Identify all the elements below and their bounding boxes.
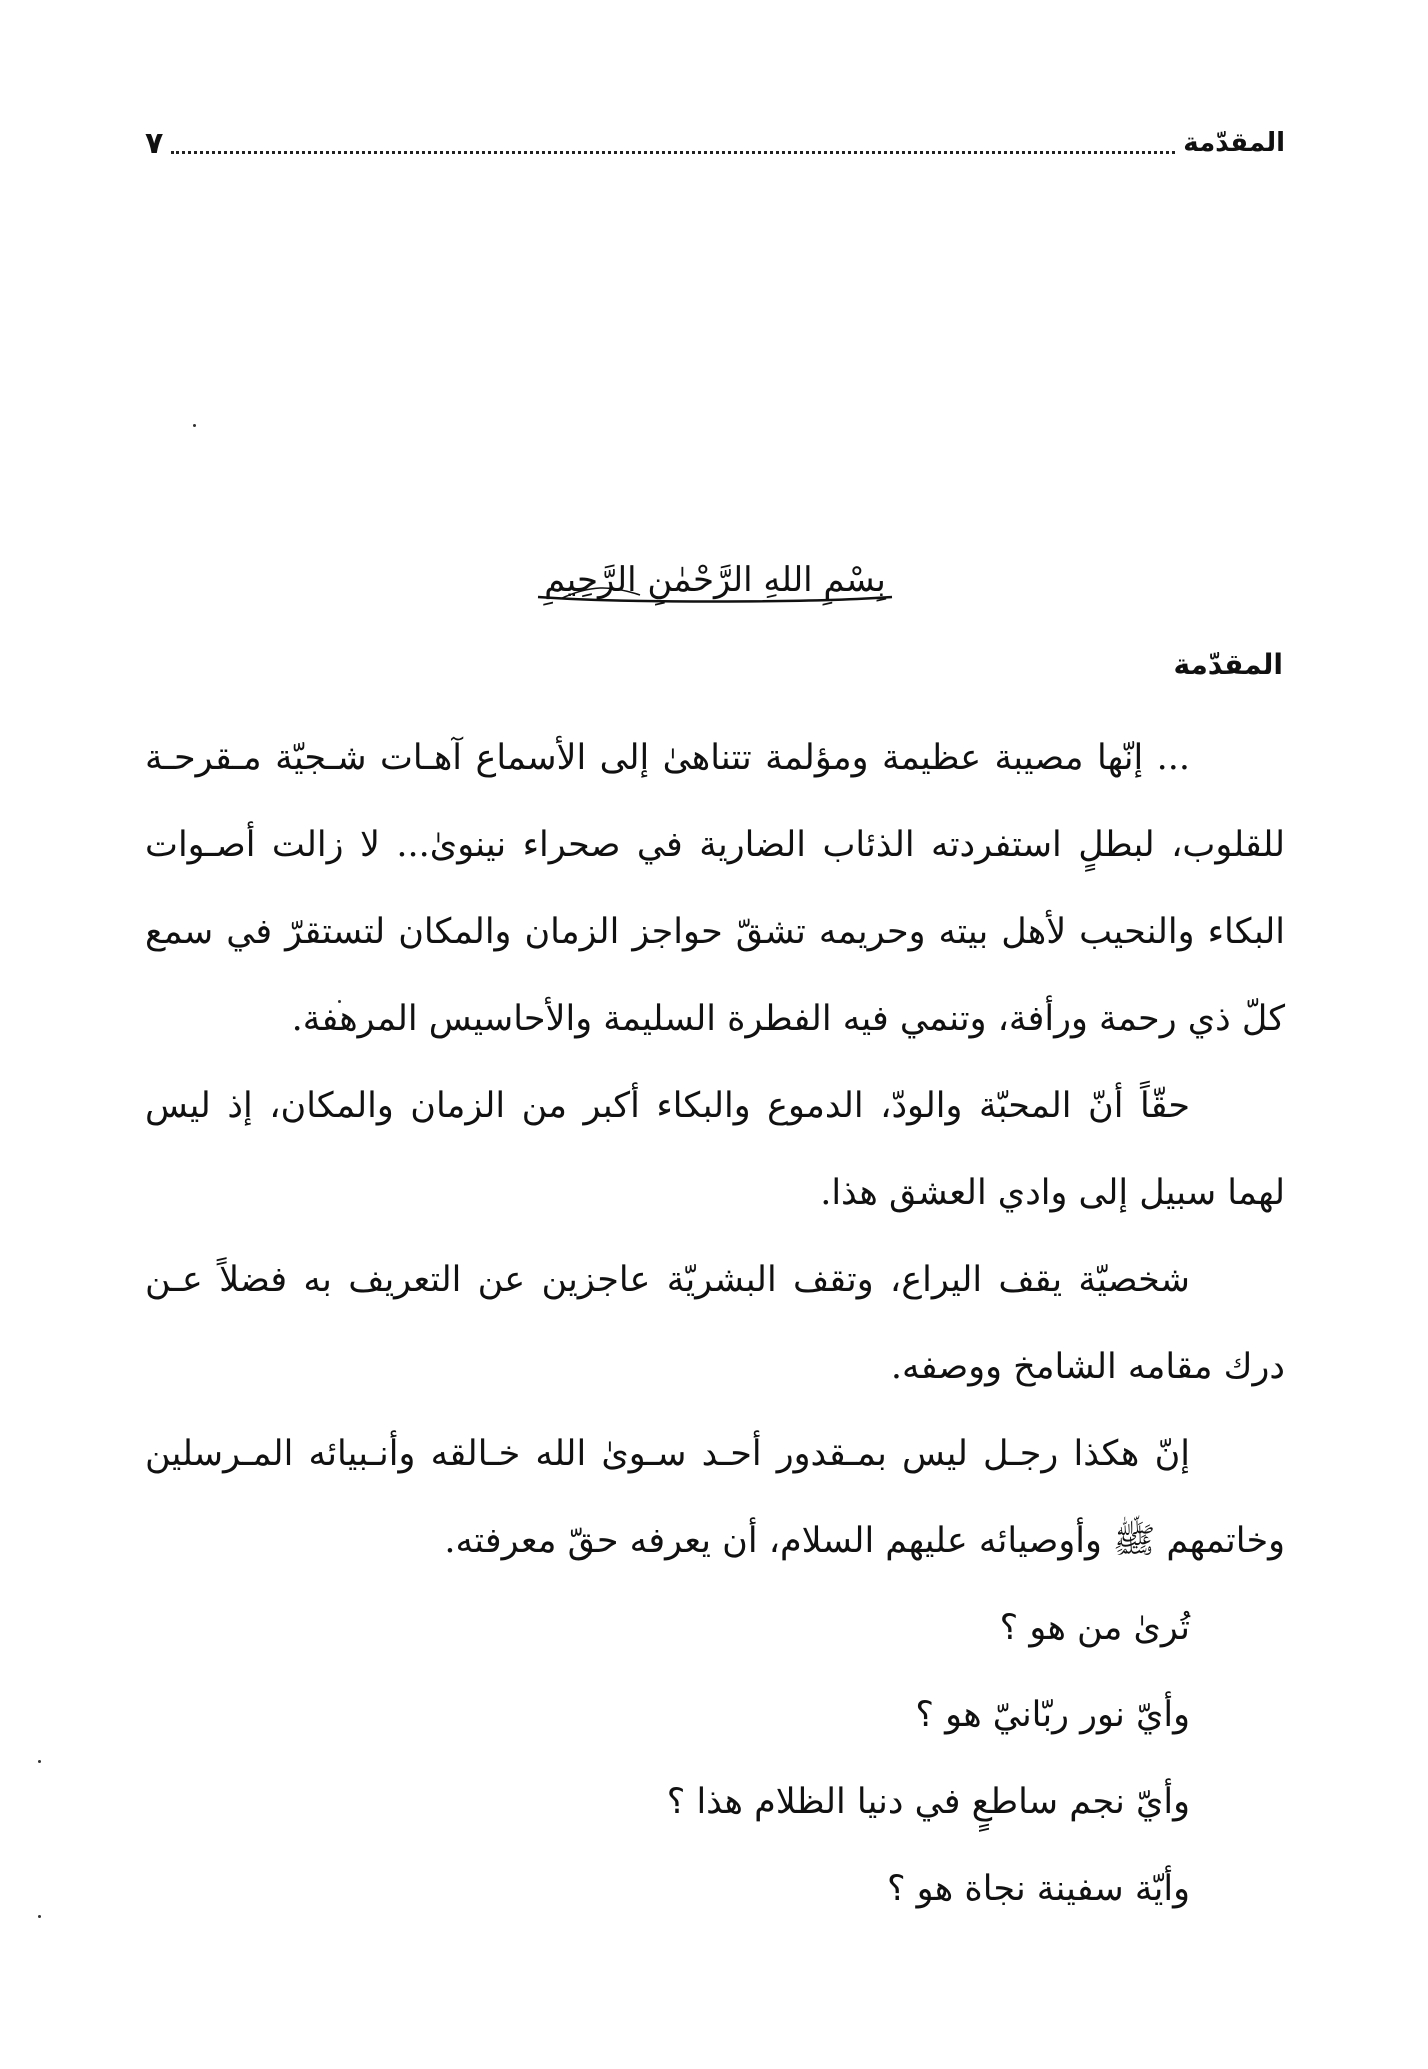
paragraph: حقّاً أنّ المحبّة والودّ، الدموع والبكاء أكبر من الزمان والمكان، إذ ليس لهما سبيل إلى وادي العشق هذا. — [145, 1086, 1285, 1213]
paragraph: شخصيّة يقف اليراع، وتقف البشريّة عاجزين عن التعريف به فضلاً عـن درك مقامه الشامخ ووصفه. — [145, 1260, 1285, 1387]
question-line: وأيّ نور ربّانيّ هو ؟ — [915, 1695, 1190, 1735]
body-text — [145, 715, 1285, 1933]
paragraph: ... إنّها مصيبة عظيمة ومؤلمة تتناهىٰ إلى الأسماع آهـات شـجيّة مـقرحـة للقلوب، لبطلٍ استفردته الذئاب الضارية في صحراء نينوىٰ... لا زالت أصـوات البكاء والنحيب لأهل بيته وحريمه تشقّ حواجز الزمان والمكان لتستقرّ في سمع كلّ ذي رحمة ورأفة، وتنمي فيه الفطرة السليمة والأحاسيس المرهفة. — [145, 738, 1285, 1039]
basmala-calligraphy — [530, 545, 900, 615]
scan-speck — [193, 424, 196, 427]
running-title: المقدّمة — [1183, 128, 1285, 158]
question-line: تُرىٰ من هو ؟ — [999, 1608, 1190, 1648]
basmala-text: بِسْمِ اللهِ الرَّحْمٰنِ الرَّحِيمِ — [544, 560, 886, 600]
running-header — [145, 118, 1285, 168]
scan-speck — [38, 1915, 41, 1918]
section-title: المقدّمة — [1173, 648, 1283, 681]
scan-speck — [38, 1760, 41, 1763]
basmala-flourish-icon — [530, 545, 900, 615]
page-number: ٧ — [145, 125, 164, 161]
dot-leader — [171, 151, 1175, 154]
question-line: وأيّ نجم ساطعٍ في دنيا الظلام هذا ؟ — [666, 1782, 1190, 1822]
paragraph: إنّ هكذا رجـل ليس بمـقدور أحـد سـوىٰ الله خـالقه وأنـبيائه المـرسلين وخاتمهم ﷺ وأوصيائه عليهم السلام، أن يعرفه حقّ معرفته. — [145, 1434, 1285, 1561]
question-line: وأيّة سفينة نجاة هو ؟ — [886, 1869, 1190, 1909]
